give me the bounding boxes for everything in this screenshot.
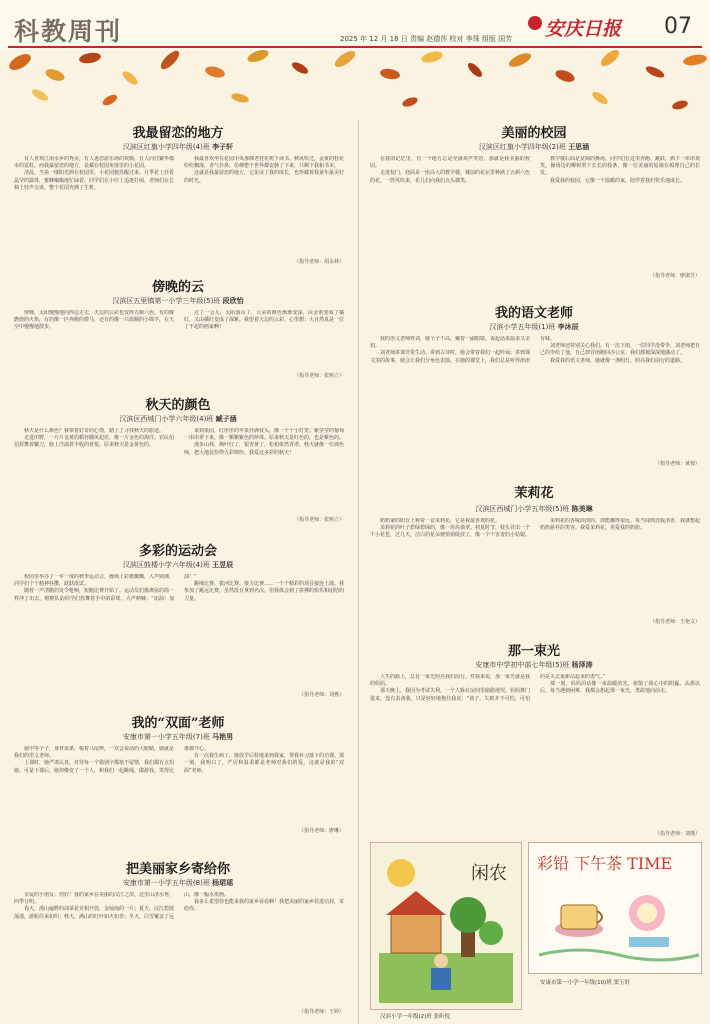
page-number: 07 — [664, 14, 692, 39]
article-title: 我最留恋的地方 — [132, 126, 224, 141]
article-body: 亲爱的小朋友：你好！我的家乡在美丽的汉江之滨，这里山清水秀，四季分明。 春天，漫山遍野的油菜花竞相开放，金灿灿的一片；夏天，汉江碧波荡漾，游船往来如织；秋天，满山的红叶如火如荼；冬天，白雪覆盖了远山，像一幅水墨画。 我多么希望你也能来我的家乡看看啊！我把美丽的家乡装进信封，寄给你。 — [14, 892, 344, 920]
teacher-note: （指导老师：刘燕） — [298, 692, 344, 698]
newspaper-logo: 安庆日报 — [545, 18, 622, 40]
article-byline: 汉滨区五里镇第一小学三年级(5)班 段欣怡 — [112, 297, 244, 305]
teacher-note: （指导老师：胡永林） — [293, 259, 344, 265]
article-byline: 安康市中学初中部七年级(5)班 杨泽涛 — [475, 661, 593, 669]
drawing-farm-image — [371, 843, 521, 1009]
article-body: 校园里举办了一年一度的秋季运动会，操场上彩旗飘飘，人声鼎沸，同学们个个精神抖擞，跃跃欲试。 随着一声清脆的发令枪响，短跑比赛开始了。运动员们像离弦的箭一样冲了出去，啦啦队的同学们挥舞着手中的彩球，大声呐喊：“加油！加油！” 跳绳比赛、拔河比赛、接力比赛……一个个精彩的项目接连上演。我参加了跳远比赛，虽然没有拿到名次，但我体会到了拼搏的快乐和团结的力量。 — [14, 574, 344, 602]
teacher-note: （指导老师：王艳文） — [649, 619, 700, 625]
teacher-note: （指导老师：廖琳） — [298, 828, 344, 834]
article-title: 我的语文老师 — [494, 306, 573, 321]
teacher-note: （指导老师：张树立） — [293, 517, 344, 523]
article-title: 那一束光 — [507, 644, 560, 659]
teacher-note: （指导老师：刘瑾） — [654, 831, 700, 837]
article-title: 我的“双面”老师 — [131, 716, 225, 731]
teacher-note: （指导老师：王婷） — [298, 1009, 344, 1015]
article-byline: 汉滨区鼓楼小学六年级(4)班 王昱辰 — [122, 561, 234, 569]
teacher-note: （指导老师：黄蓉） — [654, 461, 700, 467]
article-body: 傍晚，太阳慢慢地向西边走去，天边的云彩也变得五颜六色。有的像燃烧的火焰，有的像一匹奔跑的骏马，还有的像一只温顺的小绵羊，在天空中慢慢地散步。 过了一会儿，太阳落山了，云朵的颜色渐渐变深，由金黄变成了橘红，又由橘红变成了深紫。我望着天边的云彩，心里想：大自然真是一位了不起的画家啊！ — [14, 310, 344, 331]
header-rule — [8, 46, 702, 48]
article-title: 傍晚的云 — [151, 280, 204, 295]
article-body: 在我的记忆里，有一个地方总是充满欢声笑语，那就是我美丽的校园。 走进校门，迎面是一座高大的教学楼，楼前的花坛里种满了五颜六色的花，一阵风吹来，花儿们向我们点头微笑。 教学楼后面是宽阔的操场，同学们在这里奔跑、跳跃，洒下一串串欢笑。操场边的柳树垂下长长的枝条，像一位美丽的姑娘在梳理自己的长发。 我爱我的校园，它像一个温暖的家，陪伴着我们快乐地成长。 — [370, 156, 700, 184]
newspaper-logo-icon — [528, 16, 542, 30]
article-byline: 汉滨区西城门小学五年级(5)班 陈美琳 — [475, 505, 593, 513]
article-title: 把美丽家乡寄给你 — [125, 862, 230, 877]
article-byline: 安康市第一小学五年级(7)班 马艳男 — [122, 733, 234, 741]
article-body: 有人喜欢江南水乡的秀美，有人迷恋游乐场的欢腾，有人向往繁华都市的霓虹。而我最留恋的地方，是藏在校园角落里的小花园。 清晨，当第一缕阳光洒在校园里，小花园便苏醒过来。月季花上挂着晶莹的露珠，蜜蜂嗡嗡地忙碌着。同学们在小径上追逐打闹，老师们在长椅上轻声交谈，整个花园充满了生机。 我最喜欢坐在花园中央那棵老桂花树下读书。秋风吹过，金黄的桂花纷纷飘落，香气扑鼻，仿佛整个世界都安静了下来，只剩下我和书本。 这就是我最留恋的地方，它见证了我的成长，也珍藏着我童年最美好的时光。 — [14, 156, 344, 191]
article-title: 秋天的颜色 — [145, 398, 211, 413]
student-drawing-teatime — [528, 842, 702, 974]
article-body: 人生的路上，总有一束光照亮我们前行。对我来说，那一束光就是我的妈妈。 那天晚上，我因为考试失利，一个人躲在房间里偷偷地哭。妈妈推门进来，没有责备我，只是轻轻地抱住我说：“孩子，失败并不可怕，可怕的是失去重新站起来的勇气。” 那一刻，妈妈的话像一束温暖的光，驱散了我心中的阴霾。从那以后，每当遇到困难，我都会想起那一束光，勇敢地向前走。 — [370, 674, 700, 702]
drawing-farm-caption: 汉滨小学一年级(2)班 张昕悦 — [380, 1014, 451, 1020]
article-byline: 汉滨区西城门小学六年级(4)班 臧子涵 — [119, 415, 237, 423]
autumn-leaves-banner — [0, 50, 710, 120]
article-title: 美丽的校园 — [501, 126, 567, 141]
article-byline: 汉滨区红旗小学四年级(4)班 李子轩 — [122, 143, 234, 151]
teacher-note: （指导老师：张树立） — [293, 373, 344, 379]
article-body: 奶奶家的阳台上种着一盆茉莉花，它是我最喜欢的花。 茉莉花的叶子碧绿碧绿的，像一块块翡翠。初夏时节，枝头冒出一个个小花苞，过几天，洁白的花朵便悄悄绽放了，像一个个害羞的小姑娘。 茉莉花的香味淡淡的，却能飘得很远。每当闻到这股清香，我就想起奶奶慈祥的笑容。我爱茉莉花，更爱我的奶奶。 — [370, 518, 700, 539]
article-title: 多彩的运动会 — [138, 544, 217, 559]
drawing-teatime-label: 彩铅 下午茶 TIME — [537, 854, 673, 873]
column-divider — [358, 120, 359, 1024]
drawing-teatime-image — [529, 843, 701, 973]
article-byline: 安康市第一小学五年级(8)班 杨珺瑶 — [122, 879, 234, 887]
drawing-teatime-caption: 安康市第一小学一年级(10)班 窦玉轩 — [540, 980, 631, 986]
article-byline: 汉滨区红旗小学四年级(2)班 王思涵 — [478, 143, 590, 151]
article-body: 她中等个子，身材苗条，梳着马尾辫，一双会说话的大眼睛，她就是我们的语文老师。 上课时，她严肃认真，对待每一个错别字都毫不留情，我们都有点怕她。可是下课后，她却像变了一个人，和我们一起跳绳、做游戏，笑得比谁都开心。 有一次我生病了，她放学后特地来到我家，帮我补习落下的功课。那一刻，我明白了，严厉和温柔都是老师对我们的爱。这就是我的“双面”老师。 — [14, 746, 344, 774]
article-title: 茉莉花 — [514, 486, 554, 501]
page-header — [0, 0, 710, 50]
article-body: 秋天是什么颜色？我带着好奇的心情，踏上了寻找秋天的旅途。 走进田野，一片片金黄的稻谷随风起伏，像一片金色的海洋。农民伯伯挥舞着镰刀，脸上洋溢着丰收的喜悦。原来秋天是金黄色的。 来到果园，红彤彤的苹果挂满枝头，像一个个小灯笼；紫莹莹的葡萄一串串垂下来，像一颗颗紫色的珍珠。原来秋天是红色的，也是紫色的。 漫步山林，枫叶红了，银杏黄了，松柏依然青翠。秋天就像一位调色师，把大地装扮得五彩缤纷。我爱这多彩的秋天！ — [14, 428, 344, 456]
article-body: 我的语文老师姓刘，她个子不高，戴着一副眼镜，说起话来温柔又亲切。 刘老师讲课非常生动。讲到古诗时，她会带着我们一起吟诵；讲到课文里的故事，她会让我们分角色表演。在她的课堂上，我们总是听得津津有味。 刘老师还特别关心我们。有一次下雨，一位同学没带伞，刘老师把自己的伞给了他，自己却冒雨跑回办公室。我们都被深深地感动了。 我爱我的语文老师，她就像一盏明灯，照亮我们前行的道路。 — [370, 336, 700, 364]
student-drawing-farm — [370, 842, 522, 1010]
edition-info: 2025 年 12 月 18 日 责编 赵德莎 校对 李珠 组版 国芳 — [340, 35, 513, 43]
drawing-farm-label: 闲农 — [471, 863, 507, 884]
section-title: 科教周刊 — [14, 17, 123, 46]
article-byline: 汉滨小学五年级(1)班 李沐辰 — [489, 323, 579, 331]
teacher-note: （指导老师：廖淑芳） — [649, 273, 700, 279]
